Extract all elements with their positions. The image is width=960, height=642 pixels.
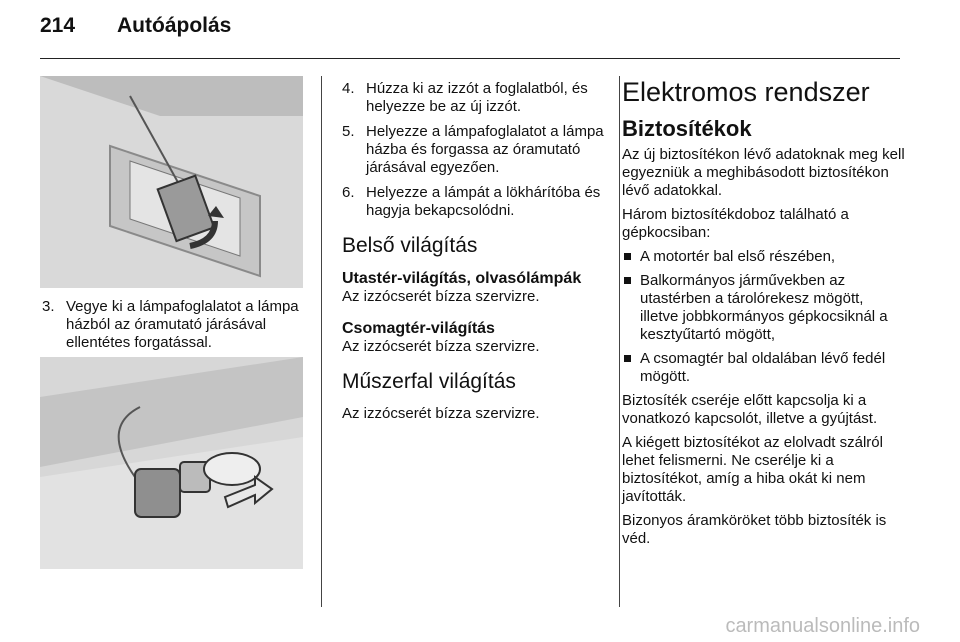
step-number: 5.	[342, 123, 355, 140]
bullet-icon	[624, 253, 631, 260]
left-column	[42, 298, 304, 359]
subheading-trunk-lighting: Csomagtér-világítás	[342, 320, 495, 337]
header-divider	[40, 58, 900, 59]
column-divider-2	[619, 76, 620, 607]
bulb-replacement-illustration	[40, 357, 303, 569]
bullet-icon	[624, 355, 631, 362]
right-column	[622, 76, 905, 554]
step-number: 6.	[342, 184, 355, 201]
fuses-paragraph-1: Az új biztosítékon lévő adatoknak meg kell egyezniük a meghibásodott biztosítékon lévő adatokkal.	[622, 146, 905, 199]
list-item	[622, 272, 905, 344]
step-4	[342, 80, 604, 116]
step-number: 4.	[342, 80, 355, 97]
list-item-text: A motortér bal első részében,	[640, 248, 836, 265]
step-text: Helyezze a lámpát a lökhárítóba és hagyja bekapcsolódni.	[366, 184, 601, 219]
bullet-icon	[624, 277, 631, 284]
fuses-paragraph-4: A kiégett biztosítékot az elolvadt szálról lehet felismerni. Ne cserélje ki a biztosítékot, amíg a hiba okát ki nem javították.	[622, 434, 883, 505]
list-item	[622, 350, 905, 386]
page-title: Autóápolás	[117, 14, 232, 37]
step-5	[342, 123, 604, 177]
step-6	[342, 184, 604, 220]
middle-column	[342, 80, 604, 429]
watermark: carmanualsonline.info	[725, 615, 920, 637]
list-item	[622, 248, 905, 266]
step-text: Húzza ki az izzót a foglalatból, és helyezze be az új izzót.	[366, 80, 588, 115]
section-heading-dashboard-lighting: Műszerfal világítás	[342, 370, 516, 393]
lamp-removal-illustration	[40, 76, 303, 288]
section-heading-fuses: Biztosítékok	[622, 116, 752, 141]
step-text: Helyezze a lámpafoglalatot a lámpa házba és forgassa az óramutató járásával egyezően.	[366, 123, 604, 176]
list-item-text: Balkormányos járművekben az utastérben a tárolórekesz mögött, illetve jobbkormányos gépkocsiknál a kesztyűtartó mögött,	[640, 272, 888, 343]
page-number: 214	[40, 14, 76, 37]
passenger-lighting-text: Az izzócserét bízza szervizre.	[342, 288, 540, 305]
step-3	[42, 298, 304, 352]
dashboard-lighting-text: Az izzócserét bízza szervizre.	[342, 405, 540, 422]
subheading-passenger-lighting: Utastér-világítás, olvasólámpák	[342, 270, 582, 287]
section-heading-inner-lighting: Belső világítás	[342, 234, 478, 257]
fuses-paragraph-5: Bizonyos áramköröket több biztosíték is véd.	[622, 512, 887, 547]
trunk-lighting-text: Az izzócserét bízza szervizre.	[342, 338, 540, 355]
fuses-paragraph-3: Biztosíték cseréje előtt kapcsolja ki a vonatkozó kapcsolót, illetve a gyújtást.	[622, 392, 878, 427]
fuses-paragraph-2: Három biztosítékdoboz található a gépkocsiban:	[622, 206, 849, 241]
column-divider-1	[321, 76, 322, 607]
step-text: Vegye ki a lámpafoglalatot a lámpa házból az óramutató járásával ellentétes forgatással.	[66, 298, 299, 351]
page-header	[40, 14, 920, 44]
step-number: 3.	[42, 298, 55, 315]
chapter-heading-electrical: Elektromos rendszer	[622, 77, 870, 107]
list-item-text: A csomagtér bal oldalában lévő fedél mögött.	[640, 350, 886, 385]
